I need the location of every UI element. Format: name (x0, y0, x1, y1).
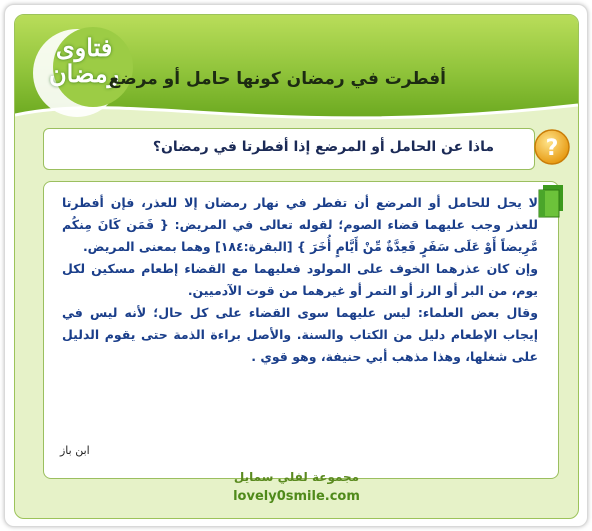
green-document-icon (537, 185, 565, 219)
answer-box (43, 181, 559, 479)
page-title: أفطرت في رمضان كونها حامل أو مرضع (108, 69, 446, 89)
question-text: ماذا عن الحامل أو المرضع إذا أفطرتا في رمضان؟ (152, 139, 494, 155)
footer-group-name: مجموعة لفلي سمايل (233, 470, 360, 484)
footer-site-link[interactable]: lovely0smile.com (233, 489, 360, 504)
question-mark-icon (533, 128, 571, 166)
svg-text:?: ? (545, 136, 559, 161)
logo-line-2: رمضان (49, 59, 120, 88)
header-banner (15, 15, 578, 120)
content-panel (14, 14, 579, 519)
logo-line-1: فتاوى (55, 33, 113, 62)
question-box (43, 128, 535, 170)
answer-author: ابن باز (60, 444, 90, 457)
answer-paragraph-1: لا يحل للحامل أو المرضع أن تفطر في نهار رمضان إلا للعذر، فإن أفطرتا للعذر وجب عليهما قضاء الصوم؛ لقوله تعالى في المريض: { فَمَن كَانَ مِنكُم مَّرِيضاً أَوْ عَلَى سَفَرٍ فَعِدَّةٌ مِّنْ أَيَّامٍ أُخَرَ } [البقرة:١٨٤] وهما بمعنى المريض. (62, 195, 538, 254)
answer-text (62, 192, 538, 368)
answer-paragraph-3: وقال بعض العلماء: ليس عليهما سوى القضاء على كل حال؛ لأنه ليس في إيجاب الإطعام دليل من الكتاب والسنة. والأصل براءة الذمة حتى يقوم الدليل على شغلها، وهذا مذهب أبي حنيفة، وهو قوي . (62, 305, 538, 364)
answer-paragraph-2: وإن كان عذرهما الخوف على المولود فعليهما مع القضاء إطعام مسكين لكل يوم، من البر أو الرز أو التمر أو غيرهما من قوت الآدميين. (62, 261, 538, 298)
